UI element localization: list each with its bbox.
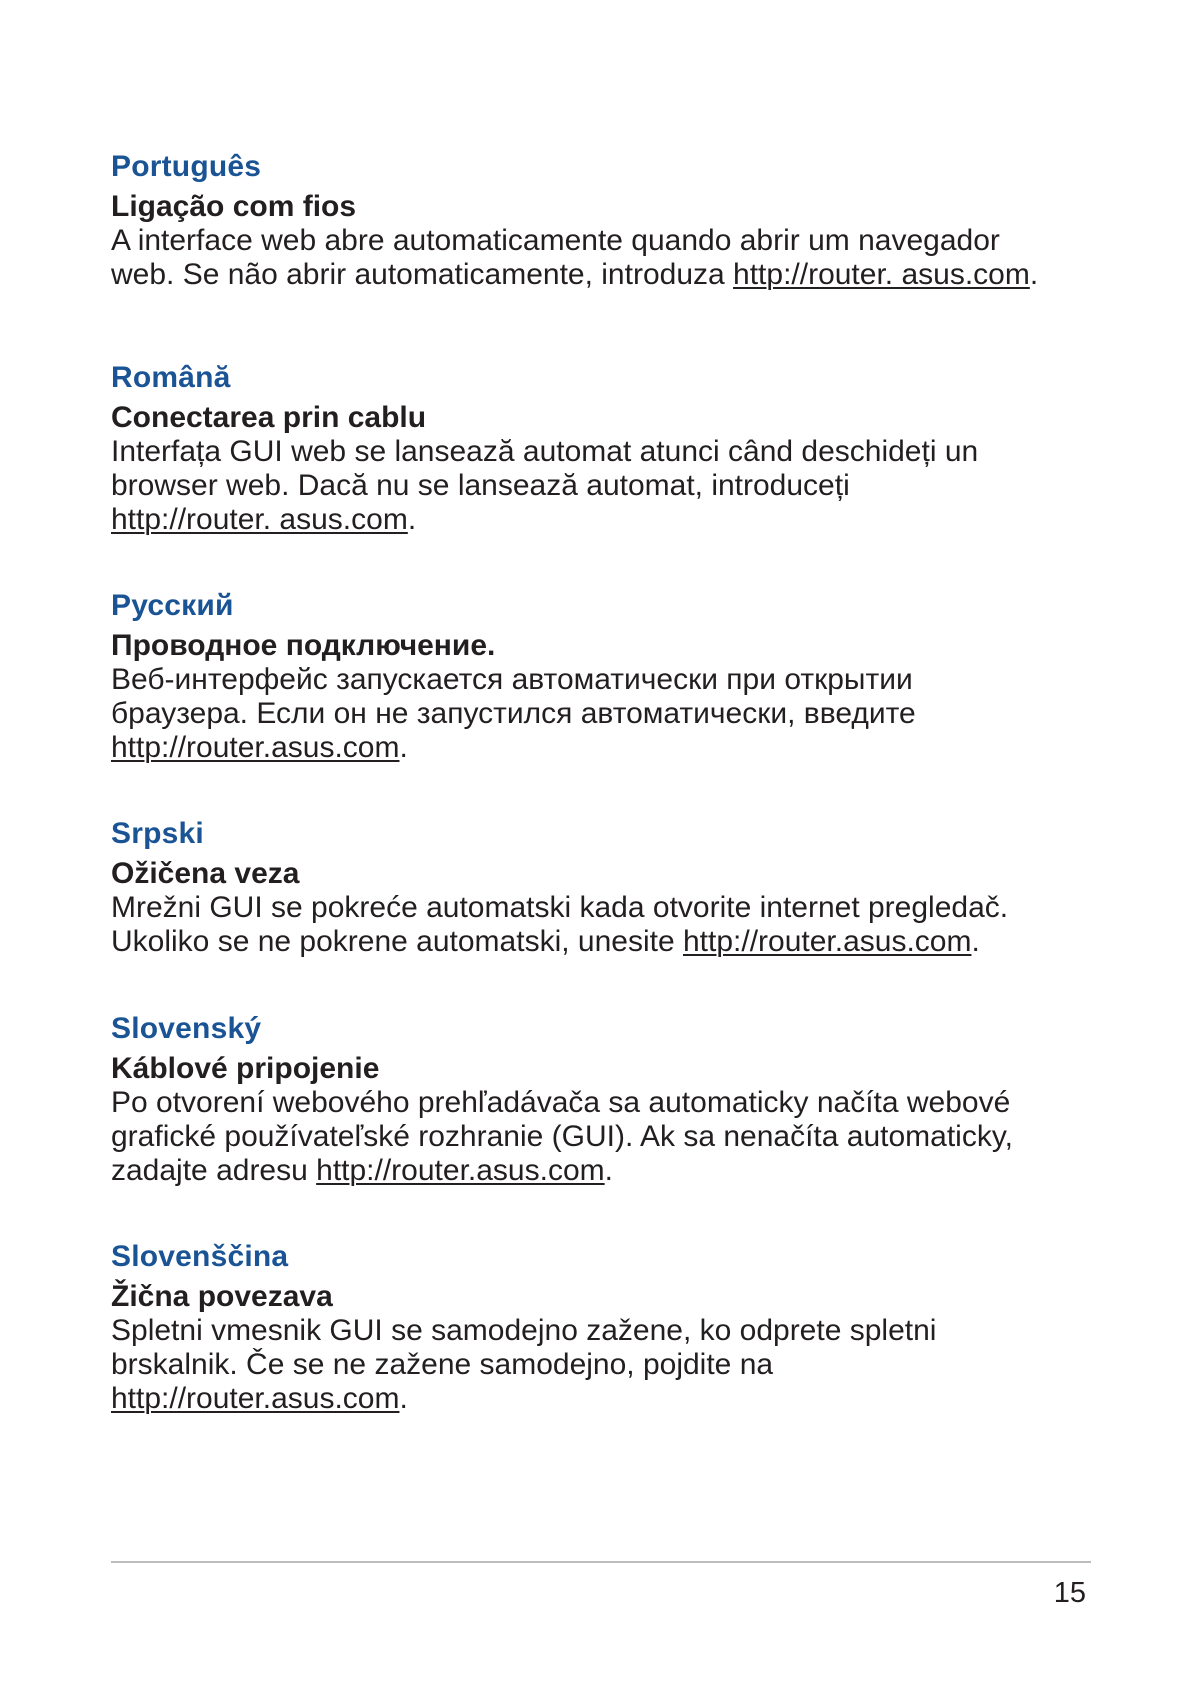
body-line-with-link (111, 925, 1101, 959)
body-line: A interface web abre automaticamente quando abrir um navegador (111, 224, 1000, 257)
section-slovensky (111, 1012, 1101, 1188)
section-romana (111, 361, 1101, 537)
section-slovenscina (111, 1240, 1101, 1416)
section-heading: Проводное подключение. (111, 629, 496, 662)
router-link[interactable]: http://router.asus.com (316, 1154, 605, 1187)
body-text: Ukoliko se ne pokrene automatski, unesite (111, 925, 683, 958)
section-heading: Žična povezava (111, 1280, 333, 1313)
punctuation: . (399, 1382, 408, 1415)
language-title: Română (111, 361, 231, 394)
section-heading: Ligação com fios (111, 190, 357, 223)
language-title: Русский (111, 589, 234, 622)
body-line-with-link (111, 258, 1101, 292)
body-line-with-link (111, 731, 1101, 765)
section-heading: Conectarea prin cablu (111, 401, 427, 434)
body-line-with-link (111, 1154, 1101, 1188)
language-title: Slovenščina (111, 1240, 289, 1273)
body-line: браузера. Если он не запустился автоматически, введите (111, 697, 916, 730)
body-line: browser web. Dacă nu se lansează automat, introduceți (111, 469, 850, 502)
section-russkiy (111, 589, 1101, 765)
body-line: brskalnik. Če se ne zažene samodejno, pojdite na (111, 1348, 774, 1381)
section-heading: Káblové pripojenie (111, 1052, 380, 1085)
body-text: web. Se não abrir automaticamente, introduza (111, 258, 734, 291)
body-line: Po otvorení webového prehľadávača sa automaticky načíta webové (111, 1086, 1011, 1119)
punctuation: . (399, 731, 408, 764)
body-line: grafické používateľské rozhranie (GUI). Ak sa nenačíta automaticky, (111, 1120, 1013, 1153)
punctuation: . (971, 925, 980, 958)
punctuation: . (1029, 258, 1039, 291)
body-line: Веб-интерфейс запускается автоматически при открытии (111, 663, 913, 696)
language-title: Português (111, 150, 262, 183)
body-text: zadajte adresu (111, 1154, 317, 1187)
punctuation: . (604, 1154, 613, 1187)
body-line-with-link (111, 1382, 1101, 1416)
router-link[interactable]: http://router.asus.com (111, 731, 400, 764)
router-link[interactable]: http://router. asus.com (733, 258, 1030, 291)
punctuation: . (407, 503, 417, 536)
body-line: Spletni vmesnik GUI se samodejno zažene, ko odprete spletni (111, 1314, 937, 1347)
section-portugues (111, 150, 1101, 292)
language-title: Slovenský (111, 1012, 262, 1045)
language-title: Srpski (111, 817, 204, 850)
body-line: Mrežni GUI se pokreće automatski kada otvorite internet pregledač. (111, 891, 1009, 924)
footer-divider (111, 1561, 1091, 1563)
router-link[interactable]: http://router.asus.com (682, 925, 972, 958)
page-number: 15 (1053, 1577, 1086, 1609)
section-heading: Ožičena veza (111, 857, 300, 890)
router-link[interactable]: http://router.asus.com (111, 1382, 400, 1415)
router-link[interactable]: http://router. asus.com (111, 503, 408, 536)
body-line: Interfața GUI web se lansează automat atunci când deschideți un (111, 435, 979, 468)
body-line-with-link (111, 503, 1101, 537)
section-srpski (111, 817, 1101, 959)
